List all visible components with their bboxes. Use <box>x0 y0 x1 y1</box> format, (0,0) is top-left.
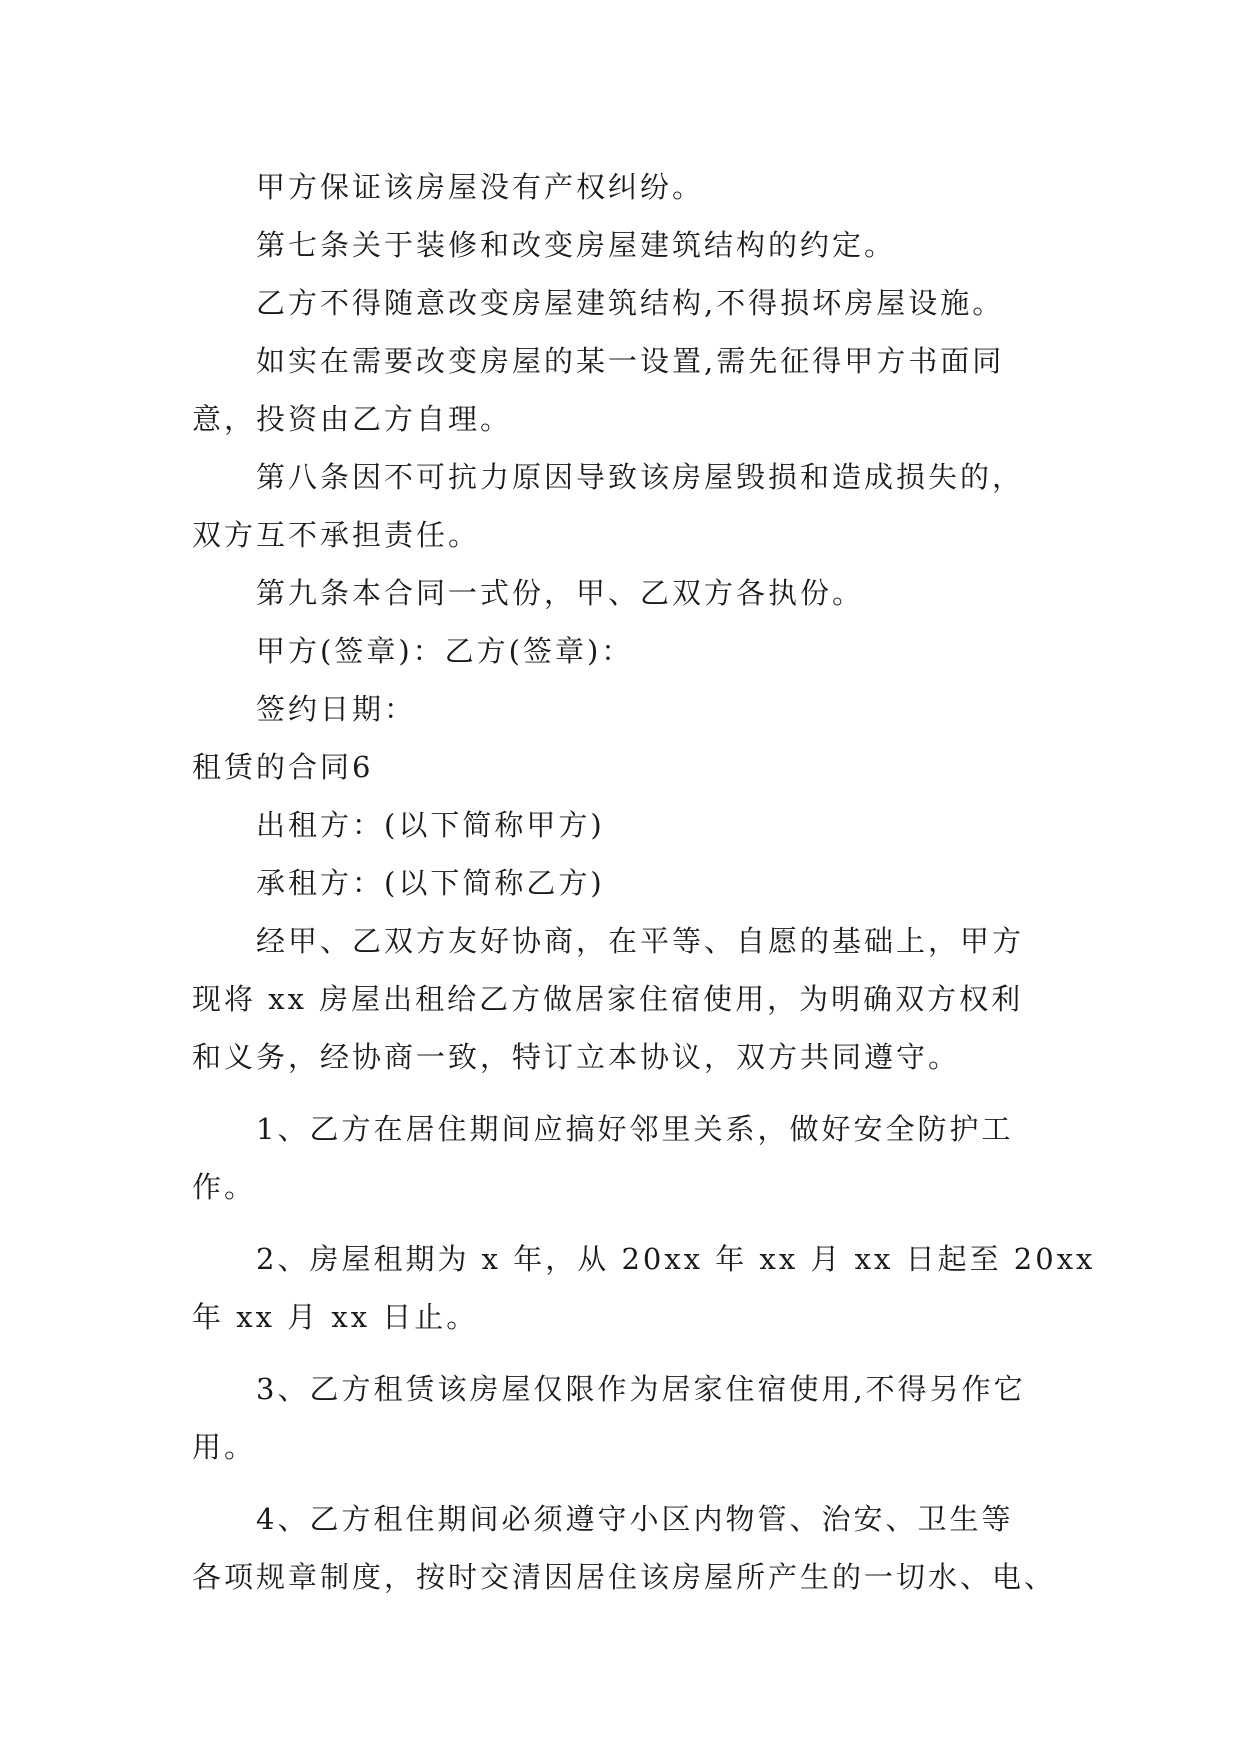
paragraph-line: 甲方保证该房屋没有产权纠纷。 <box>256 170 705 204</box>
clause-line: 2、房屋租期为 x 年，从 20xx 年 xx 月 xx 日起至 20xx <box>256 1242 1096 1276</box>
paragraph-line: 第七条关于装修和改变房屋建筑结构的约定。 <box>256 228 897 262</box>
document-body <box>192 158 1096 1606</box>
clause-line: 3、乙方租赁该房屋仅限作为居家住宿使用,不得另作它 <box>256 1372 1026 1406</box>
paragraph-line: 和义务，经协商一致，特订立本协议，双方共同遵守。 <box>192 1040 961 1074</box>
paragraph-line: 双方互不承担责任。 <box>192 518 481 552</box>
paragraph-line: 第八条因不可抗力原因导致该房屋毁损和造成损失的， <box>256 460 1025 494</box>
signing-date-line: 签约日期： <box>256 692 417 726</box>
clause-line: 1、乙方在居住期间应搞好邻里关系，做好安全防护工 <box>256 1112 1014 1146</box>
paragraph-line: 第九条本合同一式份，甲、乙双方各执份。 <box>256 576 865 610</box>
clause-line: 作。 <box>192 1170 257 1204</box>
clause-line: 用。 <box>192 1430 257 1464</box>
clause-line: 各项规章制度，按时交清因居住该房屋所产生的一切水、电、 <box>192 1560 1057 1594</box>
lessor-line: 出租方：(以下简称甲方) <box>256 808 605 842</box>
paragraph-line: 现将 xx 房屋出租给乙方做居家住宿使用，为明确双方权利 <box>192 982 1024 1016</box>
paragraph-line: 经甲、乙双方友好协商，在平等、自愿的基础上，甲方 <box>256 924 1025 958</box>
paragraph-line: 如实在需要改变房屋的某一设置,需先征得甲方书面同 <box>256 344 1005 378</box>
signature-line: 甲方(签章)：乙方(签章)： <box>256 634 634 668</box>
section-title: 租赁的合同6 <box>192 750 374 784</box>
clause-line: 4、乙方租住期间必须遵守小区内物管、治安、卫生等 <box>256 1502 1014 1536</box>
clause-line: 年 xx 月 xx 日止。 <box>192 1300 479 1334</box>
paragraph-line: 意，投资由乙方自理。 <box>192 402 513 436</box>
paragraph-line: 乙方不得随意改变房屋建筑结构,不得损坏房屋设施。 <box>256 286 1005 320</box>
lessee-line: 承租方：(以下简称乙方) <box>256 866 605 900</box>
